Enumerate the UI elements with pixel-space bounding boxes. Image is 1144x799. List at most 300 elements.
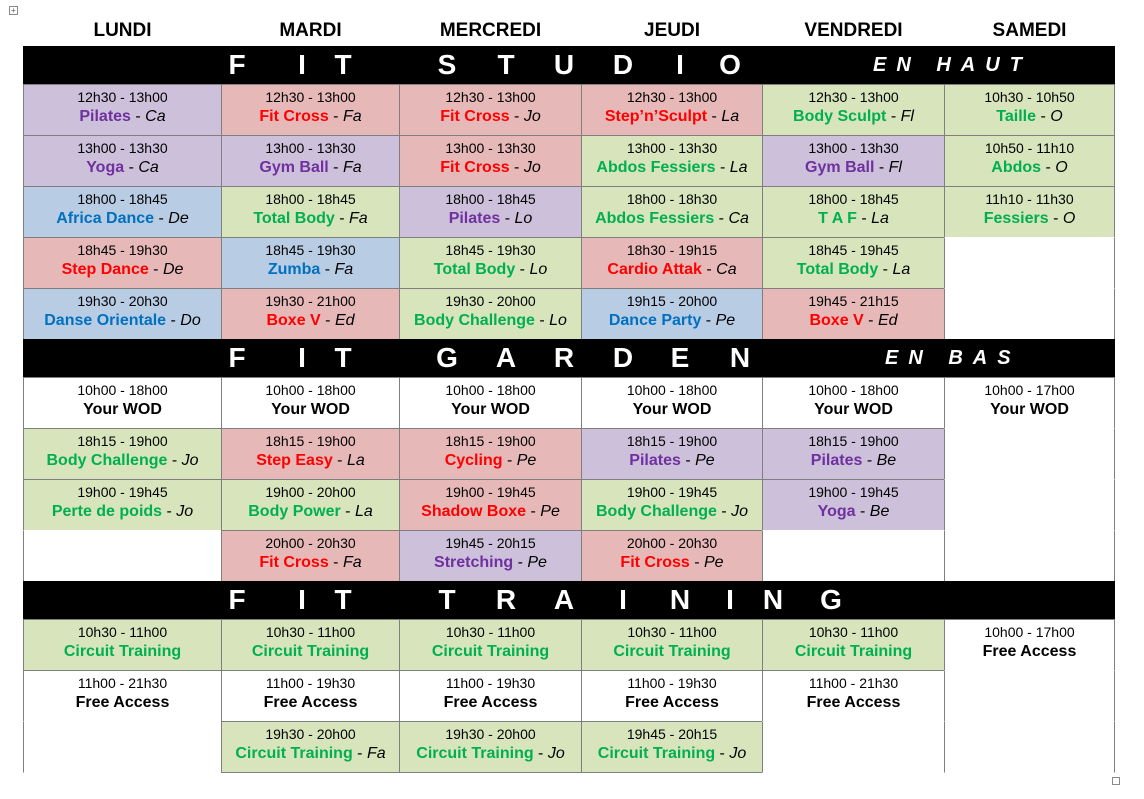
class-name: Fit Cross (259, 108, 329, 125)
studio-location: EN BAS (885, 347, 1021, 369)
class-line (24, 208, 221, 230)
schedule-row (23, 84, 1115, 135)
class-line (763, 692, 944, 714)
class-time: 19h45 - 20h15 (626, 726, 718, 742)
class-cell-mercredi (399, 479, 582, 531)
class-line (582, 208, 762, 230)
class-name: Your WOD (451, 401, 530, 418)
class-name: Total Body (253, 210, 335, 227)
studio-name-letter: D (612, 49, 634, 80)
class-name: Step’n’Sculpt (604, 108, 708, 125)
separator: - (680, 452, 696, 469)
separator: - (320, 312, 335, 329)
separator: - (500, 210, 515, 227)
instructor-initials: Ed (334, 312, 355, 329)
empty-cell (944, 721, 1115, 773)
class-cell-vendredi (762, 619, 945, 671)
instructor-initials: Fl (888, 159, 902, 176)
instructor-initials: Lo (549, 312, 567, 329)
class-cell-lundi (23, 377, 222, 429)
separator: - (130, 108, 146, 125)
schedule-row (23, 237, 1115, 288)
class-cell-vendredi (762, 670, 945, 722)
class-line (400, 743, 581, 765)
studio-name-letter: G (820, 584, 842, 615)
class-time: 18h15 - 19h00 (626, 433, 718, 449)
schedule-row (23, 721, 1115, 772)
instructor-initials: Be (876, 452, 897, 469)
instructor-initials: Fa (349, 210, 368, 227)
class-cell-mardi (221, 377, 400, 429)
empty-cell (23, 530, 222, 582)
class-cell-mercredi (399, 619, 582, 671)
studio-name-letter: I (298, 584, 306, 615)
class-time: 10h00 - 18h00 (265, 382, 356, 398)
class-name: Circuit Training (251, 643, 370, 660)
instructor-initials: Fa (342, 159, 362, 176)
separator: - (328, 554, 343, 571)
class-line (763, 259, 944, 281)
class-name: Fit Cross (620, 554, 690, 571)
class-line (400, 259, 581, 281)
class-name: Your WOD (990, 401, 1069, 418)
class-name: Your WOD (632, 401, 712, 418)
instructor-initials: Ca (728, 210, 749, 227)
class-name: T A F (818, 210, 857, 227)
instructor-initials: O (1062, 210, 1076, 227)
separator: - (714, 210, 729, 227)
class-name: Body Sculpt (793, 108, 887, 125)
schedule-row (23, 530, 1115, 581)
class-line (582, 552, 762, 574)
class-name: Your WOD (271, 401, 350, 418)
instructor-initials: La (729, 159, 748, 176)
instructor-initials: Pe (540, 503, 560, 520)
instructor-initials: Ed (877, 312, 898, 329)
instructor-initials: Jo (729, 745, 747, 762)
class-line (400, 106, 581, 128)
class-name: Body Power (248, 503, 341, 520)
instructor-initials: De (162, 261, 184, 278)
separator: - (874, 159, 889, 176)
class-cell-mardi (221, 237, 400, 289)
studio-name-letter: I (298, 342, 306, 373)
class-time: 12h30 - 13h00 (808, 89, 899, 105)
class-name: Total Body (433, 261, 516, 278)
class-time: 10h00 - 18h00 (445, 382, 536, 398)
class-time: 18h15 - 19h00 (445, 433, 536, 449)
instructor-initials: Ca (138, 159, 159, 176)
studio-name-letter: N (762, 584, 784, 615)
studio-name-letter: I (726, 584, 734, 615)
class-line (763, 157, 944, 179)
class-line (945, 399, 1114, 421)
class-line (400, 310, 581, 332)
studio-name-letter: R (553, 342, 575, 373)
class-time: 18h15 - 19h00 (808, 433, 899, 449)
class-cell-samedi (944, 377, 1115, 429)
class-cell-jeudi (581, 237, 763, 289)
class-name: Stretching (434, 554, 514, 571)
class-line (582, 692, 762, 714)
class-time: 19h45 - 21h15 (808, 293, 899, 309)
class-cell-jeudi (581, 428, 763, 480)
class-name: Your WOD (83, 401, 162, 418)
instructor-initials: Jo (523, 108, 541, 125)
class-line (582, 399, 762, 421)
empty-cell (944, 479, 1115, 531)
class-line (400, 641, 581, 663)
class-cell-mardi (221, 135, 400, 187)
class-cell-lundi (23, 186, 222, 238)
class-cell-lundi (23, 670, 222, 722)
class-line (222, 641, 399, 663)
class-cell-jeudi (581, 479, 763, 531)
studio-name-letter: A (553, 584, 575, 615)
class-line (945, 106, 1114, 128)
class-time: 10h30 - 11h00 (627, 624, 717, 640)
studio-location: EN HAUT (873, 54, 1032, 76)
class-cell-samedi (944, 135, 1115, 187)
class-name: Fessiers (983, 210, 1049, 227)
class-cell-mardi (221, 721, 400, 773)
class-name: Fit Cross (440, 159, 510, 176)
separator: - (1048, 210, 1063, 227)
class-time: 18h15 - 19h00 (77, 433, 168, 449)
class-line (222, 157, 399, 179)
class-time: 19h00 - 20h00 (265, 484, 356, 500)
class-time: 18h45 - 19h30 (265, 242, 356, 258)
instructor-initials: O (1055, 159, 1068, 176)
day-header-samedi: SAMEDI (992, 20, 1067, 41)
class-cell-jeudi (581, 377, 763, 429)
class-line (582, 310, 762, 332)
class-cell-mardi (221, 479, 400, 531)
class-time: 10h30 - 10h50 (984, 89, 1075, 105)
studio-name-letter: T (497, 49, 515, 80)
class-time: 10h30 - 11h00 (808, 624, 899, 640)
class-line (582, 450, 762, 472)
day-header-jeudi: JEUDI (644, 20, 700, 41)
class-line (222, 259, 399, 281)
class-name: Step Dance (61, 261, 149, 278)
instructor-initials: Jo (181, 452, 199, 469)
class-cell-lundi (23, 288, 222, 340)
class-time: 12h30 - 13h00 (626, 89, 718, 105)
class-line (24, 106, 221, 128)
studio-name-letter: I (676, 49, 684, 80)
class-line (400, 552, 581, 574)
class-time: 18h00 - 18h45 (445, 191, 536, 207)
empty-cell (762, 530, 945, 582)
class-cell-mercredi (399, 428, 582, 480)
class-time: 10h50 - 11h10 (984, 140, 1075, 156)
class-time: 19h45 - 20h15 (445, 535, 536, 551)
class-time: 13h00 - 13h30 (77, 140, 168, 156)
class-cell-mardi (221, 288, 400, 340)
class-line (400, 399, 581, 421)
empty-cell (944, 288, 1115, 340)
class-time: 18h45 - 19h30 (77, 242, 168, 258)
day-header-mercredi: MERCREDI (439, 20, 542, 41)
class-name: Circuit Training (613, 643, 731, 660)
studio-name-letter: A (495, 342, 517, 373)
class-time: 19h30 - 20h00 (445, 726, 536, 742)
class-name: Abdos Fessiers (595, 210, 715, 227)
schedule-row (23, 186, 1115, 237)
class-line (582, 743, 762, 765)
class-name: Free Access (263, 694, 358, 711)
class-name: Body Challenge (46, 452, 168, 469)
class-cell-lundi (23, 479, 222, 531)
class-time: 18h45 - 19h45 (808, 242, 899, 258)
class-line (763, 310, 944, 332)
day-header-mardi: MARDI (279, 20, 342, 41)
class-name: Free Access (982, 643, 1077, 660)
class-time: 19h00 - 19h45 (77, 484, 168, 500)
class-cell-mercredi (399, 237, 582, 289)
class-time: 19h00 - 19h45 (445, 484, 536, 500)
separator: - (862, 452, 877, 469)
class-cell-vendredi (762, 186, 945, 238)
schedule-row (23, 479, 1115, 530)
schedule-row (23, 619, 1115, 670)
class-name: Free Access (806, 694, 901, 711)
class-name: Cardio Attak (607, 261, 702, 278)
studio-name-letter: N (729, 342, 751, 373)
class-time: 18h30 - 19h15 (626, 242, 718, 258)
class-cell-mardi (221, 530, 400, 582)
separator: - (701, 261, 717, 278)
class-line (582, 259, 762, 281)
instructor-initials: Fl (900, 108, 914, 125)
studio-name-letter: T (334, 584, 352, 615)
separator: - (509, 108, 524, 125)
instructor-initials: Jo (731, 503, 749, 520)
class-line (222, 552, 399, 574)
class-name: Fit Cross (259, 554, 329, 571)
class-cell-jeudi (581, 670, 763, 722)
separator: - (509, 159, 524, 176)
class-line (24, 399, 221, 421)
class-cell-mercredi (399, 84, 582, 136)
class-line (763, 501, 944, 523)
empty-cell (23, 721, 222, 773)
class-name: Fit Cross (440, 108, 510, 125)
separator: - (715, 745, 730, 762)
separator: - (715, 159, 730, 176)
studio-name-letter: R (495, 584, 517, 615)
separator: - (1036, 108, 1051, 125)
class-name: Perte de poids (51, 503, 163, 520)
schedule-row (23, 428, 1115, 479)
class-line (763, 106, 944, 128)
class-name: Your WOD (814, 401, 893, 418)
instructor-initials: La (721, 108, 740, 125)
class-name: Circuit Training (597, 745, 716, 762)
class-name: Taille (996, 108, 1037, 125)
class-time: 13h00 - 13h30 (808, 140, 899, 156)
separator: - (320, 261, 335, 278)
class-time: 11h00 - 21h30 (808, 675, 899, 691)
studio-name-letter: F (228, 342, 246, 373)
class-cell-jeudi (581, 530, 763, 582)
separator: - (154, 210, 169, 227)
class-time: 18h00 - 18h45 (265, 191, 356, 207)
class-name: Pilates (448, 210, 501, 227)
class-cell-mardi (221, 619, 400, 671)
separator: - (167, 452, 182, 469)
class-time: 10h30 - 11h00 (77, 624, 168, 640)
separator: - (334, 210, 350, 227)
class-name: Yoga (817, 503, 856, 520)
class-cell-lundi (23, 428, 222, 480)
class-name: Boxe V (809, 312, 864, 329)
empty-cell (944, 237, 1115, 289)
separator: - (352, 745, 367, 762)
class-cell-samedi (944, 186, 1115, 238)
class-time: 10h30 - 11h00 (445, 624, 536, 640)
separator: - (701, 312, 716, 329)
separator: - (855, 503, 870, 520)
class-line (945, 157, 1114, 179)
instructor-initials: Fa (366, 745, 386, 762)
class-line (400, 450, 581, 472)
class-line (24, 259, 221, 281)
separator: - (689, 554, 704, 571)
schedule-row (23, 377, 1115, 428)
separator: - (534, 312, 550, 329)
separator: - (1041, 159, 1056, 176)
studio-name-letter: S (437, 49, 457, 80)
class-name: Free Access (625, 694, 719, 711)
class-line (582, 157, 762, 179)
class-name: Circuit Training (235, 745, 353, 762)
studio-name-letter: T (334, 342, 352, 373)
class-cell-jeudi (581, 186, 763, 238)
studio-banner-fit-studio (23, 46, 1115, 84)
class-cell-mardi (221, 428, 400, 480)
separator: - (716, 503, 732, 520)
class-line (24, 692, 221, 714)
separator: - (533, 745, 548, 762)
instructor-initials: Pe (695, 452, 715, 469)
studio-name-letter: T (438, 584, 456, 615)
class-name: Dance Party (608, 312, 702, 329)
class-time: 19h30 - 20h00 (445, 293, 536, 309)
empty-cell (944, 670, 1115, 722)
instructor-initials: Fa (342, 554, 362, 571)
class-cell-jeudi (581, 619, 763, 671)
class-line (763, 208, 944, 230)
separator: - (166, 312, 181, 329)
class-name: Circuit Training (416, 745, 534, 762)
class-name: Pilates (79, 108, 131, 125)
separator: - (340, 503, 355, 520)
instructor-initials: Do (180, 312, 201, 329)
instructor-initials: Fa (342, 108, 362, 125)
separator: - (886, 108, 901, 125)
class-name: Cycling (444, 452, 503, 469)
class-name: Gym Ball (805, 159, 875, 176)
class-line (945, 208, 1114, 230)
class-line (582, 641, 762, 663)
class-cell-mercredi (399, 530, 582, 582)
instructor-initials: La (354, 503, 373, 520)
class-time: 10h00 - 18h00 (808, 382, 899, 398)
class-cell-mardi (221, 84, 400, 136)
empty-cell (762, 721, 945, 773)
empty-cell (944, 428, 1115, 480)
class-name: Free Access (75, 694, 170, 711)
separator: - (328, 159, 343, 176)
class-name: Abdos (991, 159, 1042, 176)
class-cell-mercredi (399, 186, 582, 238)
separator: - (328, 108, 343, 125)
class-line (24, 501, 221, 523)
studio-name-letter: I (298, 49, 306, 80)
schedule-table (23, 46, 1115, 773)
instructor-initials: Pe (516, 452, 537, 469)
separator: - (513, 554, 528, 571)
class-time: 19h00 - 19h45 (626, 484, 718, 500)
class-cell-vendredi (762, 237, 945, 289)
class-cell-jeudi (581, 135, 763, 187)
class-cell-vendredi (762, 428, 945, 480)
class-time: 12h30 - 13h00 (445, 89, 536, 105)
class-line (222, 106, 399, 128)
class-name: Step Easy (256, 452, 333, 469)
class-time: 20h00 - 20h30 (626, 535, 718, 551)
class-line (763, 399, 944, 421)
class-line (222, 692, 399, 714)
instructor-initials: Jo (547, 745, 565, 762)
separator: - (124, 159, 139, 176)
instructor-initials: Ca (716, 261, 737, 278)
class-cell-jeudi (581, 288, 763, 340)
class-line (400, 501, 581, 523)
class-name: Circuit Training (431, 643, 550, 660)
table-move-handle-icon[interactable]: + (9, 6, 18, 15)
class-cell-lundi (23, 619, 222, 671)
separator: - (502, 452, 517, 469)
class-time: 11h00 - 19h30 (445, 675, 536, 691)
class-cell-mercredi (399, 288, 582, 340)
class-name: Circuit Training (63, 643, 182, 660)
class-name: Zumba (267, 261, 321, 278)
table-resize-handle-icon[interactable] (1112, 777, 1120, 785)
class-cell-mercredi (399, 377, 582, 429)
instructor-initials: Fa (334, 261, 354, 278)
class-cell-vendredi (762, 479, 945, 531)
class-time: 10h30 - 11h00 (265, 624, 356, 640)
studio-banner-fit-training (23, 581, 1115, 619)
class-name: Free Access (443, 694, 538, 711)
class-line (24, 450, 221, 472)
class-time: 18h00 - 18h30 (626, 191, 718, 207)
class-cell-mercredi (399, 135, 582, 187)
separator: - (515, 261, 530, 278)
separator: - (878, 261, 893, 278)
class-time: 19h30 - 21h00 (265, 293, 356, 309)
class-cell-lundi (23, 237, 222, 289)
studio-name-letter: D (612, 342, 634, 373)
class-cell-vendredi (762, 84, 945, 136)
class-time: 11h00 - 19h30 (627, 675, 717, 691)
class-line (222, 208, 399, 230)
class-line (400, 208, 581, 230)
studio-name-letter: F (228, 584, 246, 615)
